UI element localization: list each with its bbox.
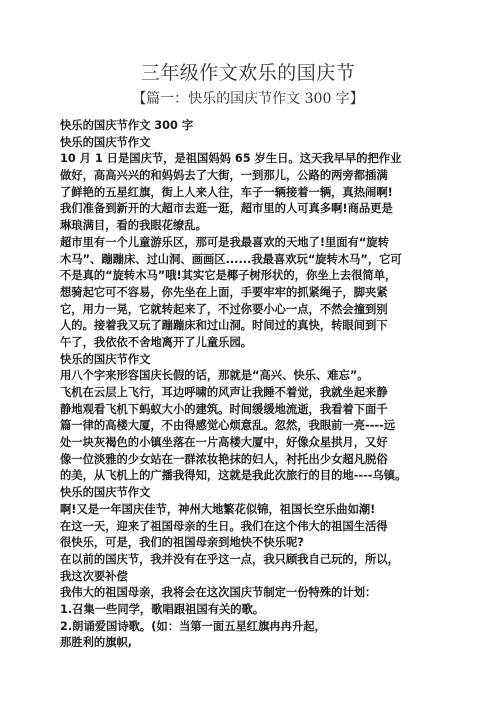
text-line: 快乐的国庆节作文 bbox=[60, 352, 151, 366]
text-line: 不是真的“旋转木马”哦!其实它是椰子树形状的，你坐上去很简单， bbox=[60, 269, 397, 283]
text-line: 像一位淡雅的少女站在一群浓妆艳抹的妇人，衬托出少女超凡脱俗 bbox=[60, 452, 388, 466]
text-line: 飞机在云层上飞行，耳边呼啸的风声让我睡不着觉，我就坐起来静 bbox=[60, 386, 388, 399]
text-line: 它，用力一晃，它就转起来了，不过你要小心一点，不然会撞到别 bbox=[60, 302, 388, 316]
text-line: 在以前的国庆节，我并没有在乎这一点，我只顾我自己玩的，所以， bbox=[60, 552, 399, 566]
text-line: 人的。接着我又玩了蹦蹦床和过山洞。时间过的真快，转眼间到下 bbox=[60, 319, 388, 333]
document-subtitle: 【篇一：快乐的国庆节作文 300 字】 bbox=[132, 91, 364, 107]
text-line: 想骑起它可不容易，你先坐在上面，手要牢牢的抓紧绳子，脚夹紧 bbox=[60, 285, 388, 299]
text-line: 我这次要补偿 bbox=[60, 569, 128, 583]
text-line: 静地观看飞机下蚂蚁大小的建筑。时间缓缓地流逝，我看着下面千 bbox=[60, 402, 388, 416]
text-line: 木马”、蹦蹦床、过山洞、画画区......我最喜欢玩“旋转木马”，它可 bbox=[60, 252, 402, 266]
text-line: 的美，从飞机上的广播我得知，这就是我此次旅行的目的地----乌镇。 bbox=[60, 469, 407, 483]
text-line: 快乐的国庆节作文 bbox=[60, 135, 151, 149]
text-line: 了鲜艳的五星红旗，街上人来人往，车子一辆接着一辆，真热闹啊! bbox=[60, 185, 393, 199]
text-line: 快乐的国庆节作文 bbox=[60, 486, 151, 500]
text-line: 篇一律的高楼大厦，不由得感觉心烦意乱。忽然，我眼前一亮----远 bbox=[60, 419, 396, 433]
document-title: 三年级作文欢乐的国庆节 bbox=[140, 62, 356, 84]
text-line: 10 月 1 日是国庆节，是祖国妈妈 65 岁生日。这天我早早的把作业 bbox=[60, 152, 402, 166]
text-line: 用八个字来形容国庆长假的话，那就是“高兴、快乐、难忘”。 bbox=[60, 369, 369, 383]
text-line: 快乐的国庆节作文 300 字 bbox=[60, 119, 194, 132]
document-body bbox=[60, 118, 440, 652]
text-line: 我伟大的祖国母亲，我将会在这次国庆节制定一份特殊的计划： bbox=[60, 586, 377, 600]
text-line: 午了，我依依不舍地离开了儿童乐园。 bbox=[60, 335, 253, 349]
text-line: 处一块灰褐色的小镇坐落在一片高楼大厦中，好像众星拱月，又好 bbox=[60, 436, 388, 450]
text-line: 我们准备到新开的大超市去逛一逛，超市里的人可真多啊!商品更是 bbox=[60, 202, 393, 216]
text-line: 在这一天，迎来了祖国母亲的生日。我们在这个伟大的祖国生活得 bbox=[60, 519, 388, 533]
text-line: 那胜利的旗帜, bbox=[60, 636, 133, 650]
text-line: 很快乐，可是，我们的祖国母亲到地快不快乐呢? bbox=[60, 536, 304, 550]
text-line: 做好，高高兴兴的和妈妈去了大街，一到那儿，公路的两旁都插满 bbox=[60, 169, 388, 183]
text-line: 2.朗诵爱国诗歌。(如：当第一面五星红旗冉冉升起， bbox=[60, 619, 326, 633]
text-line: 超市里有一个儿童游乐区，那可是我最喜欢的天地了!里面有“旋转 bbox=[60, 235, 389, 249]
text-line: 1.召集一些同学，歌唱跟祖国有关的歌。 bbox=[60, 602, 265, 616]
text-line: 琳琅满目，看的我眼花缭乱。 bbox=[60, 219, 207, 233]
text-line: 啊!又是一年国庆佳节，神州大地繁花似锦，祖国长空乐曲如潮! bbox=[60, 502, 376, 516]
